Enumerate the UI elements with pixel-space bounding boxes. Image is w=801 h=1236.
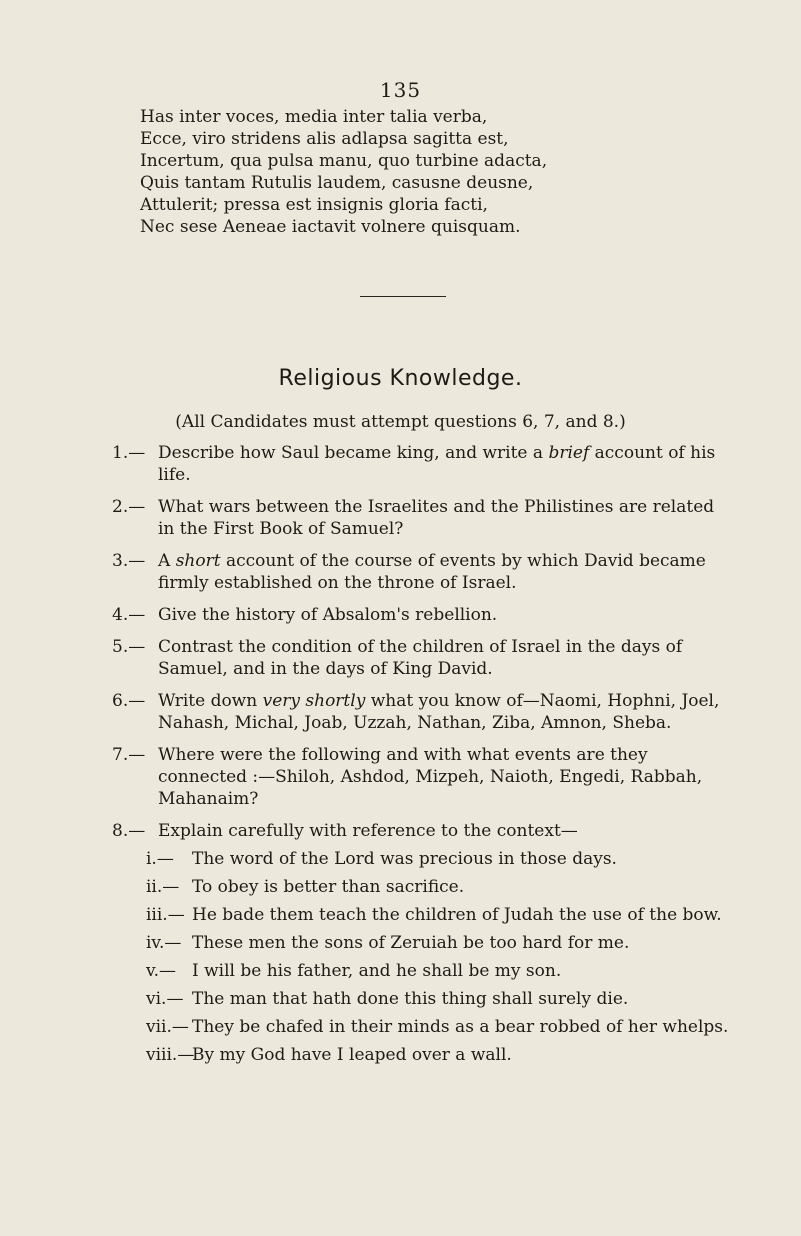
question-emphasis: brief xyxy=(548,443,590,463)
question-text xyxy=(158,690,732,734)
sub-question-number: vii.— xyxy=(146,1017,189,1037)
sub-question xyxy=(146,1016,732,1038)
question-text xyxy=(158,550,732,594)
sub-question-number: iv.— xyxy=(146,933,182,953)
question-number: 8.— xyxy=(112,821,146,841)
sub-question-number: i.— xyxy=(146,849,174,869)
sub-question xyxy=(146,848,732,870)
question-number: 4.— xyxy=(112,605,146,625)
question-number: 3.— xyxy=(112,551,146,571)
question-2 xyxy=(112,496,732,540)
sub-question xyxy=(146,988,732,1010)
sub-question xyxy=(146,1044,732,1066)
page-number: 135 xyxy=(379,78,422,102)
verse-line: Nec sese Aeneae iactavit volnere quisquam. xyxy=(140,217,521,237)
question-4 xyxy=(112,604,732,626)
question-number: 2.— xyxy=(112,497,146,517)
verse-line: Quis tantam Rutulis laudem, casusne deusne, xyxy=(140,173,534,193)
question-8 xyxy=(112,820,732,1066)
sub-question xyxy=(146,960,732,982)
question-text: Where were the following and with what events are they connected :—Shiloh, Ashdod, Mizpeh, Naioth, Engedi, Rabbah, Mahanaim? xyxy=(158,745,703,809)
section-divider xyxy=(360,296,446,297)
question-number: 5.— xyxy=(112,637,146,657)
latin-verse xyxy=(140,106,760,238)
sub-question-number: iii.— xyxy=(146,905,185,925)
question-list xyxy=(112,442,732,1076)
question-text-part: account of the course of events by which David became firmly established on the throne of Israel. xyxy=(158,551,706,593)
question-6 xyxy=(112,690,732,734)
question-number: 7.— xyxy=(112,745,146,765)
question-text-part: what you know of—Naomi, Hophni, Joel, Nahash, Michal, Joab, Uzzah, Nathan, Ziba, Amnon, Sheba. xyxy=(158,691,720,733)
verse-line: Incertum, qua pulsa manu, quo turbine adacta, xyxy=(140,151,548,171)
question-5 xyxy=(112,636,732,680)
question-text: Give the history of Absalom's rebellion. xyxy=(158,605,498,625)
verse-line: Ecce, viro stridens alis adlapsa sagitta est, xyxy=(140,129,509,149)
question-text-part: A xyxy=(158,551,176,571)
sub-question-text: They be chafed in their minds as a bear robbed of her whelps. xyxy=(192,1017,729,1037)
sub-question-number: ii.— xyxy=(146,877,180,897)
sub-question-text: These men the sons of Zeruiah be too hard for me. xyxy=(192,933,630,953)
verse-line: Has inter voces, media inter talia verba, xyxy=(140,107,488,127)
sub-question xyxy=(146,904,732,926)
question-text: Explain carefully with reference to the context— xyxy=(158,821,578,841)
question-3 xyxy=(112,550,732,594)
sub-question xyxy=(146,932,732,954)
question-emphasis: very shortly xyxy=(262,691,366,711)
sub-question-text: By my God have I leaped over a wall. xyxy=(192,1045,512,1065)
question-number: 1.— xyxy=(112,443,146,463)
verse-line: Attulerit; pressa est insignis gloria facti, xyxy=(140,195,488,215)
instructions: (All Candidates must attempt questions 6, 7, and 8.) xyxy=(175,412,626,432)
question-text-part: account of his life. xyxy=(158,443,716,485)
sub-question xyxy=(146,876,732,898)
sub-question-text: The man that hath done this thing shall surely die. xyxy=(192,989,629,1009)
question-text-part: Describe how Saul became king, and write a xyxy=(158,443,549,463)
sub-question-number: v.— xyxy=(146,961,176,981)
question-text xyxy=(158,442,732,486)
question-emphasis: short xyxy=(175,551,221,571)
question-1 xyxy=(112,442,732,486)
question-7 xyxy=(112,744,732,810)
sub-question-text: The word of the Lord was precious in those days. xyxy=(192,849,617,869)
question-number: 6.— xyxy=(112,691,146,711)
question-text: What wars between the Israelites and the Philistines are related in the First Book of Samuel? xyxy=(158,497,715,539)
sub-question-list xyxy=(112,848,732,1066)
sub-question-number: viii.— xyxy=(146,1045,195,1065)
sub-question-number: vi.— xyxy=(146,989,184,1009)
sub-question-text: He bade them teach the children of Judah the use of the bow. xyxy=(192,905,722,925)
question-text: Contrast the condition of the children of Israel in the days of Samuel, and in the days of King David. xyxy=(158,637,683,679)
question-text-part: Write down xyxy=(158,691,263,711)
sub-question-text: To obey is better than sacrifice. xyxy=(192,877,465,897)
section-title: Religious Knowledge. xyxy=(278,366,523,391)
sub-question-text: I will be his father, and he shall be my son. xyxy=(192,961,562,981)
